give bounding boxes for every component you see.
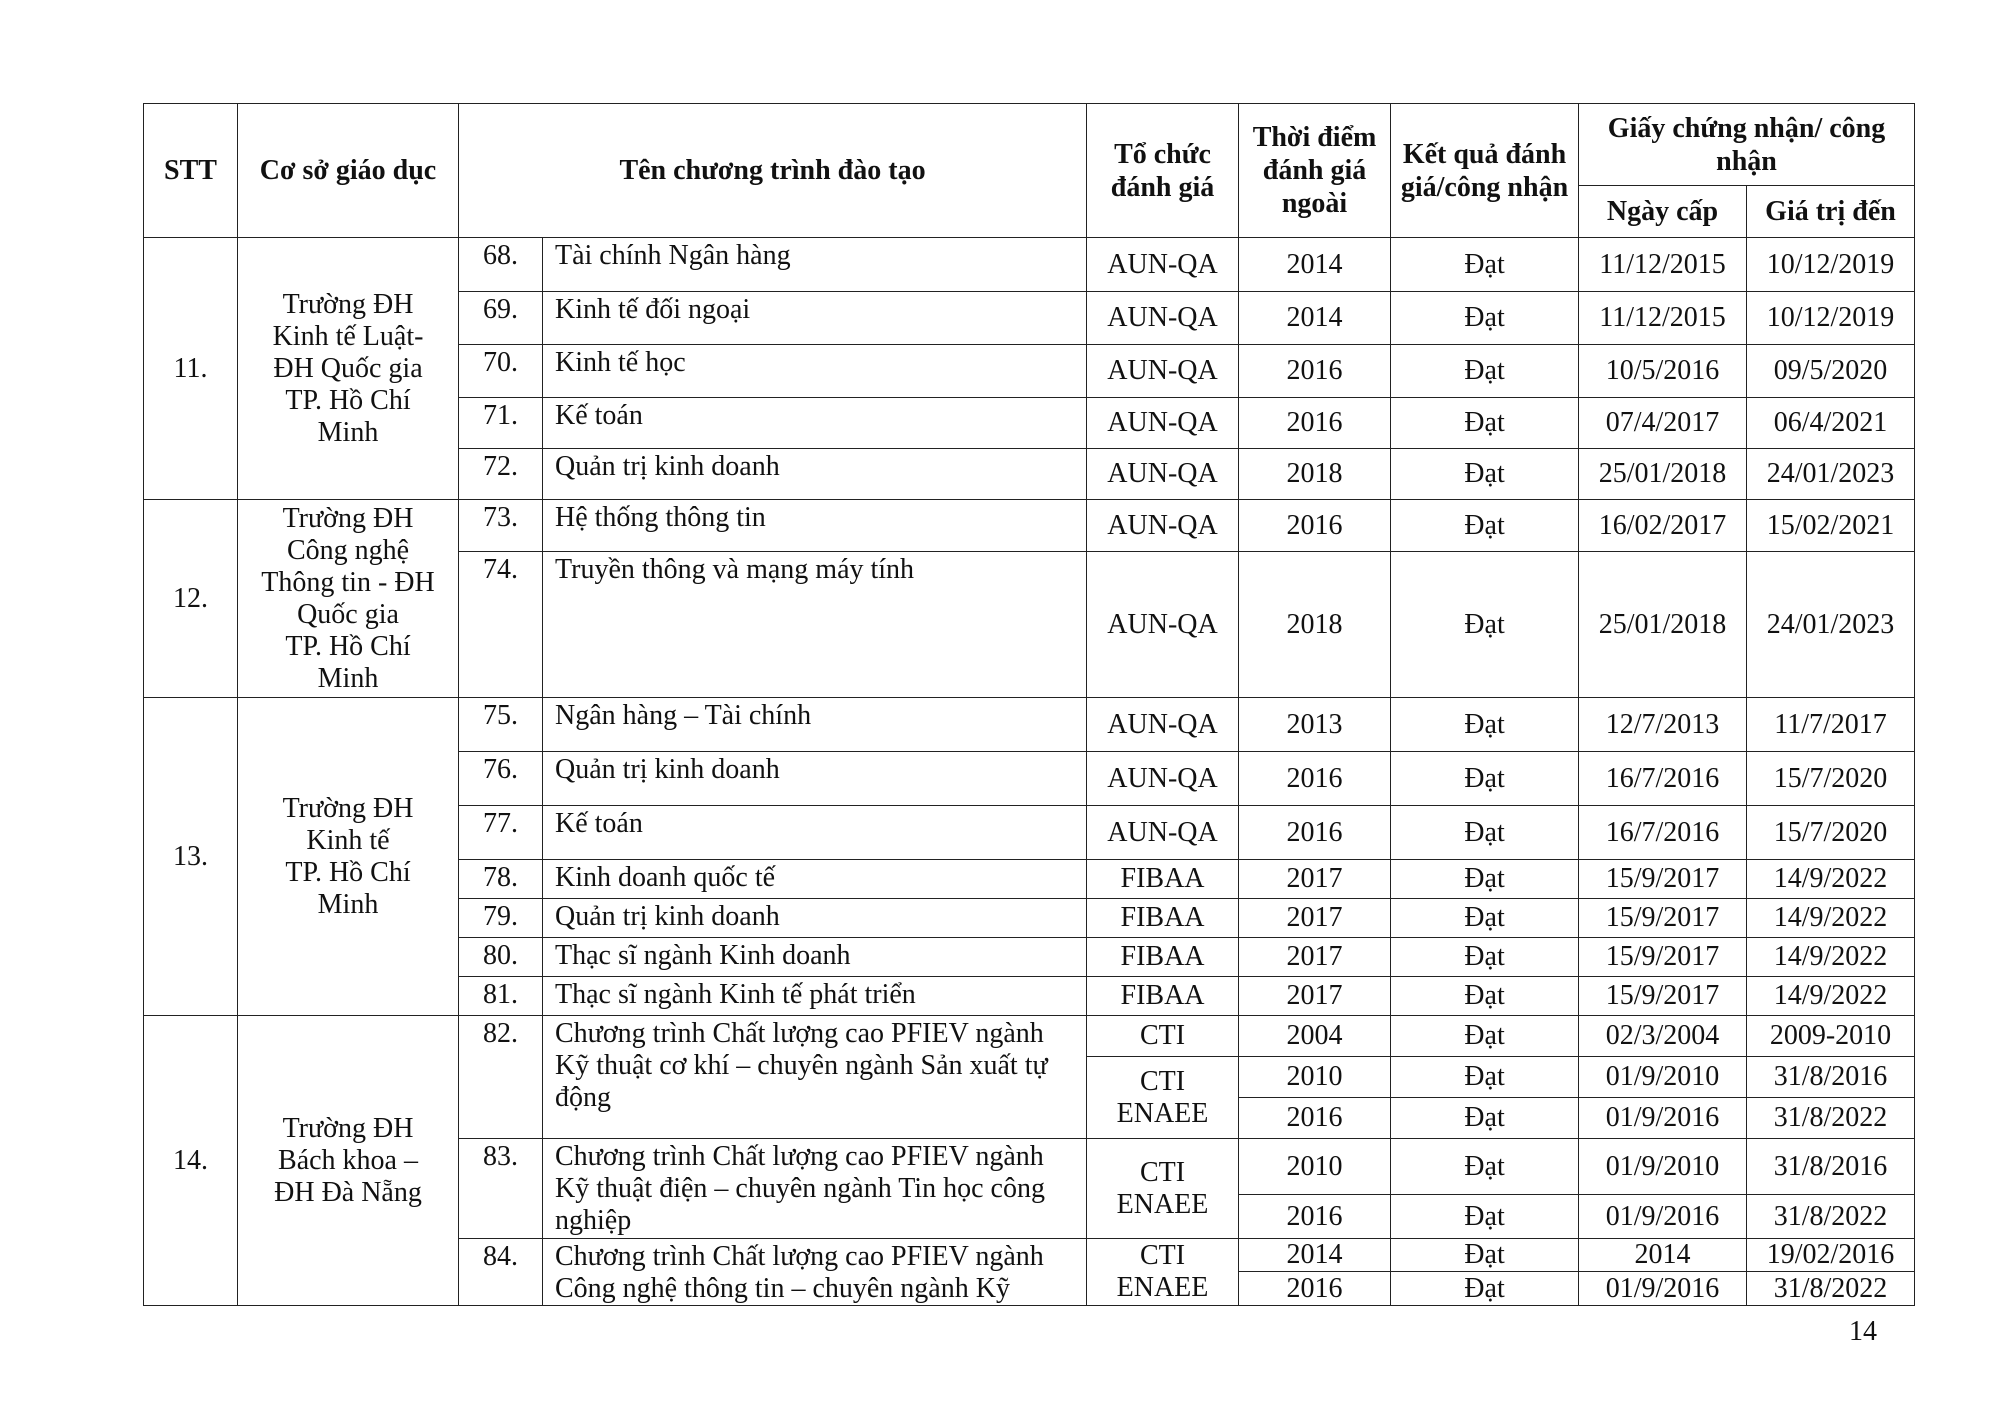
eval-year: 2016 [1239, 1195, 1391, 1239]
eval-org: AUN-QA [1087, 806, 1239, 860]
header-school: Cơ sở giáo dục [238, 104, 459, 238]
program-name: Tài chính Ngân hàng [543, 238, 1087, 292]
issued-date: 25/01/2018 [1579, 449, 1747, 500]
program-name: Chương trình Chất lượng cao PFIEV ngành Kỹ thuật cơ khí – chuyên ngành Sản xuất tự động [543, 1016, 1087, 1139]
header-cert: Giấy chứng nhận/ công nhận [1579, 104, 1915, 186]
school-name: Trường ĐH Bách khoa – ĐH Đà Nẵng [238, 1016, 459, 1306]
eval-result: Đạt [1391, 500, 1579, 552]
eval-result: Đạt [1391, 698, 1579, 752]
program-name: Kinh tế đối ngoại [543, 292, 1087, 345]
issued-date: 2014 [1579, 1239, 1747, 1272]
valid-until: 14/9/2022 [1747, 938, 1915, 977]
eval-result: Đạt [1391, 1239, 1579, 1272]
eval-year: 2016 [1239, 500, 1391, 552]
page-number: 14 [1849, 1316, 1877, 1347]
eval-result: Đạt [1391, 806, 1579, 860]
school-name: Trường ĐH Kinh tế TP. Hồ Chí Minh [238, 698, 459, 1016]
valid-until: 24/01/2023 [1747, 449, 1915, 500]
eval-org: AUN-QA [1087, 238, 1239, 292]
eval-result: Đạt [1391, 860, 1579, 899]
issued-date: 15/9/2017 [1579, 899, 1747, 938]
header-stt: STT [144, 104, 238, 238]
eval-result: Đạt [1391, 1057, 1579, 1098]
eval-year: 2016 [1239, 1272, 1391, 1306]
valid-until: 11/7/2017 [1747, 698, 1915, 752]
eval-result: Đạt [1391, 1195, 1579, 1239]
issued-date: 01/9/2016 [1579, 1272, 1747, 1306]
program-number: 68. [459, 238, 543, 292]
issued-date: 16/7/2016 [1579, 752, 1747, 806]
eval-org: CTI ENAEE [1087, 1139, 1239, 1239]
header-issued: Ngày cấp [1579, 186, 1747, 238]
eval-result: Đạt [1391, 398, 1579, 449]
program-name: Kinh doanh quốc tế [543, 860, 1087, 899]
eval-year: 2016 [1239, 752, 1391, 806]
group-stt: 14. [144, 1016, 238, 1306]
eval-result: Đạt [1391, 345, 1579, 398]
program-name: Thạc sĩ ngành Kinh tế phát triển [543, 977, 1087, 1016]
program-name: Kinh tế học [543, 345, 1087, 398]
program-name: Thạc sĩ ngành Kinh doanh [543, 938, 1087, 977]
eval-result: Đạt [1391, 1272, 1579, 1306]
school-name: Trường ĐH Kinh tế Luật- ĐH Quốc gia TP. Hồ Chí Minh [238, 238, 459, 500]
eval-year: 2018 [1239, 449, 1391, 500]
valid-until: 31/8/2022 [1747, 1195, 1915, 1239]
issued-date: 10/5/2016 [1579, 345, 1747, 398]
table-row [144, 238, 1915, 292]
program-number: 79. [459, 899, 543, 938]
valid-until: 14/9/2022 [1747, 977, 1915, 1016]
eval-result: Đạt [1391, 238, 1579, 292]
eval-year: 2010 [1239, 1057, 1391, 1098]
eval-org: FIBAA [1087, 860, 1239, 899]
program-number: 74. [459, 552, 543, 698]
issued-date: 15/9/2017 [1579, 977, 1747, 1016]
program-number: 84. [459, 1239, 543, 1306]
eval-year: 2017 [1239, 977, 1391, 1016]
issued-date: 15/9/2017 [1579, 938, 1747, 977]
header-time: Thời điểm đánh giá ngoài [1239, 104, 1391, 238]
valid-until: 10/12/2019 [1747, 292, 1915, 345]
program-name: Quản trị kinh doanh [543, 899, 1087, 938]
program-number: 72. [459, 449, 543, 500]
valid-until: 31/8/2016 [1747, 1057, 1915, 1098]
issued-date: 01/9/2016 [1579, 1195, 1747, 1239]
program-number: 76. [459, 752, 543, 806]
eval-year: 2014 [1239, 292, 1391, 345]
program-number: 77. [459, 806, 543, 860]
table-body [144, 238, 1915, 1306]
program-number: 78. [459, 860, 543, 899]
program-name: Quản trị kinh doanh [543, 449, 1087, 500]
group-stt: 13. [144, 698, 238, 1016]
program-number: 82. [459, 1016, 543, 1139]
eval-result: Đạt [1391, 752, 1579, 806]
eval-org: AUN-QA [1087, 698, 1239, 752]
eval-year: 2017 [1239, 899, 1391, 938]
eval-year: 2016 [1239, 806, 1391, 860]
eval-year: 2017 [1239, 860, 1391, 899]
eval-year: 2004 [1239, 1016, 1391, 1057]
issued-date: 16/7/2016 [1579, 806, 1747, 860]
valid-until: 09/5/2020 [1747, 345, 1915, 398]
group-stt: 11. [144, 238, 238, 500]
eval-org: AUN-QA [1087, 500, 1239, 552]
eval-year: 2017 [1239, 938, 1391, 977]
program-number: 81. [459, 977, 543, 1016]
issued-date: 11/12/2015 [1579, 238, 1747, 292]
program-number: 80. [459, 938, 543, 977]
eval-org: AUN-QA [1087, 398, 1239, 449]
eval-year: 2014 [1239, 1239, 1391, 1272]
header-program: Tên chương trình đào tạo [459, 104, 1087, 238]
eval-org: AUN-QA [1087, 752, 1239, 806]
issued-date: 12/7/2013 [1579, 698, 1747, 752]
eval-year: 2010 [1239, 1139, 1391, 1195]
eval-org: CTI [1087, 1016, 1239, 1057]
eval-org: AUN-QA [1087, 449, 1239, 500]
eval-result: Đạt [1391, 977, 1579, 1016]
eval-year: 2018 [1239, 552, 1391, 698]
eval-result: Đạt [1391, 1139, 1579, 1195]
issued-date: 01/9/2010 [1579, 1139, 1747, 1195]
valid-until: 10/12/2019 [1747, 238, 1915, 292]
school-name: Trường ĐH Công nghệ Thông tin - ĐH Quốc gia TP. Hồ Chí Minh [238, 500, 459, 698]
valid-until: 06/4/2021 [1747, 398, 1915, 449]
header-org: Tổ chức đánh giá [1087, 104, 1239, 238]
valid-until: 24/01/2023 [1747, 552, 1915, 698]
eval-org: CTI ENAEE [1087, 1057, 1239, 1139]
valid-until: 14/9/2022 [1747, 860, 1915, 899]
valid-until: 2009-2010 [1747, 1016, 1915, 1057]
program-name: Quản trị kinh doanh [543, 752, 1087, 806]
program-name: Kế toán [543, 806, 1087, 860]
group-stt: 12. [144, 500, 238, 698]
valid-until: 15/02/2021 [1747, 500, 1915, 552]
valid-until: 31/8/2022 [1747, 1272, 1915, 1306]
header-valid: Giá trị đến [1747, 186, 1915, 238]
eval-org: AUN-QA [1087, 292, 1239, 345]
valid-until: 15/7/2020 [1747, 752, 1915, 806]
valid-until: 14/9/2022 [1747, 899, 1915, 938]
program-name: Kế toán [543, 398, 1087, 449]
eval-org: AUN-QA [1087, 552, 1239, 698]
program-number: 83. [459, 1139, 543, 1239]
program-number: 73. [459, 500, 543, 552]
program-number: 75. [459, 698, 543, 752]
eval-year: 2013 [1239, 698, 1391, 752]
issued-date: 02/3/2004 [1579, 1016, 1747, 1057]
eval-org: FIBAA [1087, 977, 1239, 1016]
eval-year: 2014 [1239, 238, 1391, 292]
eval-result: Đạt [1391, 1016, 1579, 1057]
eval-org: AUN-QA [1087, 345, 1239, 398]
program-name: Chương trình Chất lượng cao PFIEV ngành Công nghệ thông tin – chuyên ngành Kỹ [543, 1239, 1087, 1306]
valid-until: 31/8/2022 [1747, 1098, 1915, 1139]
program-number: 70. [459, 345, 543, 398]
issued-date: 11/12/2015 [1579, 292, 1747, 345]
issued-date: 01/9/2010 [1579, 1057, 1747, 1098]
eval-org: FIBAA [1087, 899, 1239, 938]
eval-year: 2016 [1239, 398, 1391, 449]
valid-until: 31/8/2016 [1747, 1139, 1915, 1195]
table-row [144, 1016, 1915, 1057]
eval-result: Đạt [1391, 938, 1579, 977]
eval-result: Đạt [1391, 552, 1579, 698]
eval-result: Đạt [1391, 899, 1579, 938]
table-row [144, 698, 1915, 752]
program-name: Truyền thông và mạng máy tính [543, 552, 1087, 698]
accreditation-table [143, 103, 1915, 1306]
table-row [144, 500, 1915, 552]
eval-result: Đạt [1391, 292, 1579, 345]
eval-org: CTI ENAEE [1087, 1239, 1239, 1306]
header-result: Kết quả đánh giá/công nhận [1391, 104, 1579, 238]
issued-date: 25/01/2018 [1579, 552, 1747, 698]
eval-result: Đạt [1391, 449, 1579, 500]
eval-result: Đạt [1391, 1098, 1579, 1139]
program-name: Ngân hàng – Tài chính [543, 698, 1087, 752]
valid-until: 19/02/2016 [1747, 1239, 1915, 1272]
program-number: 69. [459, 292, 543, 345]
issued-date: 16/02/2017 [1579, 500, 1747, 552]
program-number: 71. [459, 398, 543, 449]
issued-date: 01/9/2016 [1579, 1098, 1747, 1139]
valid-until: 15/7/2020 [1747, 806, 1915, 860]
issued-date: 07/4/2017 [1579, 398, 1747, 449]
program-name: Chương trình Chất lượng cao PFIEV ngành Kỹ thuật điện – chuyên ngành Tin học công nghiệp [543, 1139, 1087, 1239]
eval-year: 2016 [1239, 345, 1391, 398]
program-name: Hệ thống thông tin [543, 500, 1087, 552]
eval-org: FIBAA [1087, 938, 1239, 977]
eval-year: 2016 [1239, 1098, 1391, 1139]
issued-date: 15/9/2017 [1579, 860, 1747, 899]
